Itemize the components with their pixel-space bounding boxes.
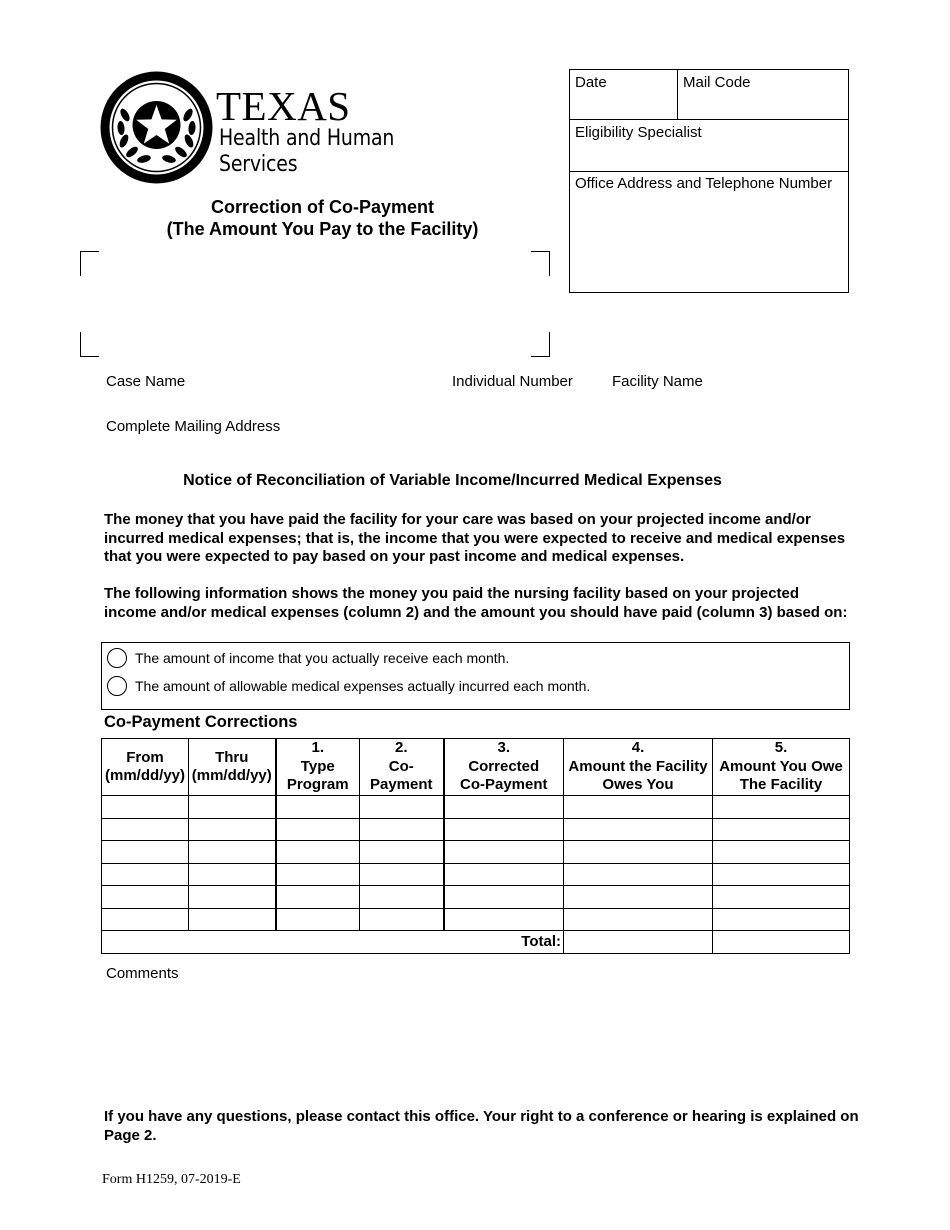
table-row xyxy=(102,818,850,841)
table-cell[interactable] xyxy=(444,863,564,886)
individual-number-label: Individual Number xyxy=(452,373,573,390)
table-cell[interactable] xyxy=(102,863,189,886)
eligibility-specialist-label: Eligibility Specialist xyxy=(575,124,702,141)
header-you-owe-facility: 5. Amount You Owe The Facility xyxy=(713,739,850,796)
total-row xyxy=(102,931,850,954)
table-cell[interactable] xyxy=(713,841,850,864)
address-window-corner-top-right xyxy=(531,251,550,276)
header-facility-owes-you: 4. Amount the Facility Owes You xyxy=(564,739,713,796)
option-medical-expenses-label: The amount of allowable medical expenses actually incurred each month. xyxy=(135,678,591,694)
table-row xyxy=(102,908,850,931)
date-mailcode-row xyxy=(570,70,848,120)
table-cell[interactable] xyxy=(189,796,276,819)
header-co-payment: 2. Co- Payment xyxy=(360,739,444,796)
brand-subtitle-line2: Services xyxy=(219,152,298,177)
office-address-label: Office Address and Telephone Number xyxy=(575,175,833,192)
form-title-line1: Correction of Co-Payment xyxy=(210,197,435,217)
brand-name: TEXAS xyxy=(216,83,351,129)
table-cell[interactable] xyxy=(713,863,850,886)
table-cell[interactable] xyxy=(189,863,276,886)
table-cell[interactable] xyxy=(444,908,564,931)
table-cell[interactable] xyxy=(713,886,850,909)
notice-paragraph-1: The money that you have paid the facility for your care was based on your projected income and/or incurred medical expenses; that is, the income that you were expected to receive and medical expenses that you were expected to pay based on your past income and medical expenses. xyxy=(104,511,846,565)
comments-label: Comments xyxy=(106,965,179,982)
table-cell[interactable] xyxy=(564,841,713,864)
table-row xyxy=(102,886,850,909)
header-type-program: 1. Type Program xyxy=(276,739,360,796)
table-cell[interactable] xyxy=(713,908,850,931)
table-row xyxy=(102,841,850,864)
table-cell[interactable] xyxy=(189,818,276,841)
facility-name-label: Facility Name xyxy=(612,373,703,390)
date-label: Date xyxy=(575,74,607,91)
table-cell[interactable] xyxy=(564,908,713,931)
table-cell[interactable] xyxy=(189,908,276,931)
table-cell[interactable] xyxy=(276,796,360,819)
table-header-row xyxy=(102,739,850,796)
table-cell[interactable] xyxy=(564,863,713,886)
basis-options-box xyxy=(101,642,850,710)
total-label: Total: xyxy=(102,931,564,954)
brand-subtitle xyxy=(219,126,394,178)
table-cell[interactable] xyxy=(360,841,444,864)
total-you-owe-cell[interactable] xyxy=(713,931,850,954)
table-cell[interactable] xyxy=(360,863,444,886)
header-from: From (mm/dd/yy) xyxy=(102,739,189,796)
table-cell[interactable] xyxy=(276,886,360,909)
table-cell[interactable] xyxy=(713,796,850,819)
mailing-address-label: Complete Mailing Address xyxy=(106,418,281,435)
form-title-line2: (The Amount You Pay to the Facility) xyxy=(166,219,479,239)
copay-corrections-table xyxy=(101,738,850,954)
table-cell[interactable] xyxy=(102,796,189,819)
address-window-corner-top-left xyxy=(80,251,99,276)
table-cell[interactable] xyxy=(713,818,850,841)
table-cell[interactable] xyxy=(276,908,360,931)
radio-icon[interactable] xyxy=(107,676,127,696)
radio-icon[interactable] xyxy=(107,648,127,668)
mail-code-label: Mail Code xyxy=(683,74,751,91)
table-cell[interactable] xyxy=(360,818,444,841)
address-window-corner-bottom-right xyxy=(531,332,550,357)
table-cell[interactable] xyxy=(102,908,189,931)
table-cell[interactable] xyxy=(189,841,276,864)
header-corrected-co-payment: 3. Corrected Co-Payment xyxy=(444,739,564,796)
table-cell[interactable] xyxy=(102,841,189,864)
form-title xyxy=(100,196,545,240)
table-cell[interactable] xyxy=(444,796,564,819)
brand-subtitle-line1: Health and Human xyxy=(219,126,395,151)
form-id: Form H1259, 07-2019-E xyxy=(102,1172,241,1187)
table-cell[interactable] xyxy=(102,886,189,909)
total-facility-owes-cell[interactable] xyxy=(564,931,713,954)
table-cell[interactable] xyxy=(276,863,360,886)
table-cell[interactable] xyxy=(360,908,444,931)
option-income[interactable] xyxy=(107,648,509,668)
address-window-corner-bottom-left xyxy=(80,332,99,357)
table-cell[interactable] xyxy=(444,841,564,864)
table-cell[interactable] xyxy=(360,796,444,819)
table-cell[interactable] xyxy=(189,886,276,909)
texas-seal-icon xyxy=(99,70,214,185)
table-cell[interactable] xyxy=(564,818,713,841)
case-name-label: Case Name xyxy=(106,373,186,390)
office-info-box xyxy=(569,69,849,293)
notice-paragraph-2: The following information shows the money you paid the nursing facility based on your projected income and/or medical expenses (column 2) and the amount you should have paid (column 3) based on: xyxy=(104,585,848,621)
date-field[interactable] xyxy=(570,70,678,119)
table-cell[interactable] xyxy=(360,886,444,909)
table-cell[interactable] xyxy=(444,886,564,909)
eligibility-specialist-field[interactable] xyxy=(570,120,848,172)
table-cell[interactable] xyxy=(276,818,360,841)
table-row xyxy=(102,796,850,819)
header-thru: Thru (mm/dd/yy) xyxy=(189,739,276,796)
table-cell[interactable] xyxy=(444,818,564,841)
table-row xyxy=(102,863,850,886)
notice-title: Notice of Reconciliation of Variable Income/Incurred Medical Expenses xyxy=(183,472,722,489)
option-income-label: The amount of income that you actually receive each month. xyxy=(135,650,510,666)
option-medical-expenses[interactable] xyxy=(107,676,590,696)
table-cell[interactable] xyxy=(564,886,713,909)
mail-code-field[interactable] xyxy=(678,70,848,119)
table-cell[interactable] xyxy=(102,818,189,841)
table-cell[interactable] xyxy=(276,841,360,864)
section-title: Co-Payment Corrections xyxy=(104,713,298,731)
table-cell[interactable] xyxy=(564,796,713,819)
footer-note: If you have any questions, please contact this office. Your right to a conference or hearing is explained on Page 2. xyxy=(104,1108,859,1144)
